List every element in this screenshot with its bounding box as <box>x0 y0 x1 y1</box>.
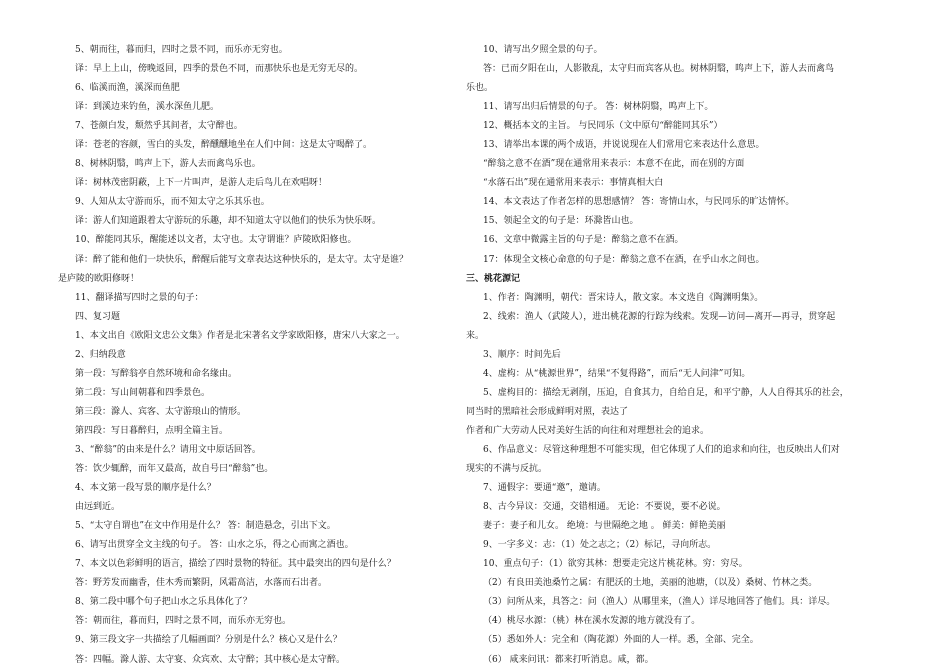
text-line: 答：四幅。滁人游、太守宴、众宾欢、太守醉；其中核心是太守醉。 <box>75 654 346 665</box>
text-line: 14、本文表达了作者怎样的思想感情？ 答：寄情山水，与民同乐的旷达情怀。 <box>483 197 795 208</box>
text-line: 12、概括本文的主旨。 与民同乐（文中原句“醉能同其乐”） <box>483 121 723 132</box>
text-line: 6、临溪而渔，溪深而鱼肥 <box>75 83 180 94</box>
text-line: 妻子：妻子和儿女。 绝境：与世隔绝之地 。 鲜美：鲜艳美丽 <box>483 521 726 532</box>
text-line: 译：苍老的容颜，雪白的头发，醉醺醺地坐在人们中间：这是太守喝醉了。 <box>75 140 373 151</box>
text-line: 第一段：写醉翁亭自然环境和命名缘由。 <box>75 368 238 379</box>
text-line: 译：游人们知道跟着太守游玩的乐趣，却不知道太守以他们的快乐为快乐呀。 <box>75 216 382 227</box>
text-line: 译：早上上山，傍晚返回，四季的景色不同，而那快乐也是无穷无尽的。 <box>75 64 364 75</box>
text-line: 6、作品意义：尽管这种理想不可能实现，但它体现了人们的追求和向往，也反映出人们对 <box>483 444 840 455</box>
section-heading: 三、桃花源记 <box>466 273 521 284</box>
right-column <box>466 41 923 670</box>
text-line: 11、翻译描写四时之景的句子： <box>75 292 204 303</box>
text-line: （6） 咸来问讯：都来打听消息。咸，都。 <box>483 654 654 665</box>
text-line: 答：饮少辄醉，而年又最高，故自号曰“醉翁”也。 <box>75 464 274 475</box>
text-line: 10、醉能同其乐，醒能述以文者，太守也。太守谓谁？庐陵欧阳修也。 <box>75 235 357 246</box>
text-line: 译：到溪边来钓鱼，溪水深鱼儿肥。 <box>75 102 220 113</box>
text-line: 第三段：滁人、宾客、太守游琅山的情形。 <box>75 406 247 417</box>
text-line: 4、虚构：从“桃源世界”，结果“不复得路”，而后“无人问津”可知。 <box>483 368 751 379</box>
text-line: 4、本文第一段写景的顺序是什么？ <box>75 483 216 494</box>
text-line: 1、作者：陶渊明，朝代：晋宋诗人，散文家。本文选自《陶渊明集》。 <box>483 292 764 303</box>
text-line: 8、第二段中哪个句子把山水之乐具体化了？ <box>75 597 252 608</box>
text-line: 8、树林阴翳，鸣声上下，游人去而禽鸟乐也。 <box>75 159 261 170</box>
text-line: 译：树林茂密阴蔽，上下一片叫声，是游人走后鸟儿在欢唱呀！ <box>75 178 328 189</box>
text-line: （5）悉如外人：完全和（陶花源）外面的人一样。悉，全部、完全。 <box>483 635 759 646</box>
text-line: 9、第三段文字一共描绘了几幅画面？分别是什么？核心又是什么？ <box>75 635 342 646</box>
text-line: 答：朝而往，暮而归，四时之景不同，而乐亦无穷也。 <box>75 616 292 627</box>
text-line: 3、“醉翁”的由来是什么？请用文中原话回答。 <box>75 444 261 455</box>
text-line: （2）有良田美池桑竹之属：有肥沃的土地，美丽的池塘，（以及）桑树、竹林之类。 <box>483 578 818 589</box>
text-line: 7、苍颜白发，颓然乎其间者，太守醉也。 <box>75 121 243 132</box>
text-line: 9、一字多义：志：（1）处之志之；（2）标记，寻向所志。 <box>483 540 717 551</box>
text-line: 1、本文出自《欧阳文忠公文集》作者是北宋著名文学家欧阳修，唐宋八大家之一。 <box>75 330 405 341</box>
text-line: 13、请举出本课的两个成语，并说说现在人们常用它来表达什么意思。 <box>483 140 765 151</box>
text-line: 7、本文以色彩鲜明的语言，描绘了四时景物的特征。其中最突出的四句是什么？ <box>75 559 396 570</box>
text-line: 10、请写出夕照全景的句子。 <box>483 45 603 55</box>
text-line: 第四段：写日暮醉归，点明全篇主旨。 <box>75 425 229 436</box>
text-line: 译：醉了能和他们一块快乐，醉醒后能写文章表达这种快乐的，是太守。太守是谁？ <box>75 254 409 265</box>
text-line: （4）桃尽水源：（桃）林在溪水发源的地方就没有了。 <box>483 616 701 627</box>
text-line: 11、请写出归后情景的句子。 答：树林阴翳，鸣声上下。 <box>483 102 714 113</box>
text-line: 6、请写出贯穿全文主线的句子。 答：山水之乐，得之心而寓之酒也。 <box>75 540 354 551</box>
text-line: 2、归纳段意 <box>75 349 126 360</box>
text-line: 2、线索：渔人（武陵人），进出桃花源的行踪为线索。发现—访问—离开—再寻，贯穿起 <box>483 311 836 322</box>
text-line: 10、重点句子：（1）欲穷其林：想要走完这片桃花林。穷：穷尽。 <box>483 559 748 570</box>
text-line: “水落石出”现在通常用来表示：事情真相大白 <box>483 178 664 189</box>
text-line: （3）问所从来，具答之：问（渔人）从哪里来，（渔人）详尽地回答了他们。具：详尽。 <box>483 597 836 608</box>
text-line: 作者和广大劳动人民对美好生活的向往和对理想社会的追求。 <box>466 425 710 436</box>
text-line: 是庐陵的欧阳修呀！ <box>58 273 140 284</box>
text-line: 答：已而夕阳在山，人影散乱，太守归而宾客从也。树林阴翳，鸣声上下，游人去而禽鸟 <box>483 64 835 75</box>
text-line: 现实的不满与反抗。 <box>466 464 548 475</box>
text-line: 答：野芳发而幽香，佳木秀而繁阴，风霜高洁，水落而石出者。 <box>75 578 328 589</box>
text-line: 16、文章中微露主旨的句子是：醉翁之意不在酒。 <box>483 235 684 246</box>
left-column <box>58 41 473 670</box>
text-line: 第二段：写山间朝暮和四季景色。 <box>75 387 211 398</box>
text-line: 3、顺序：时间先后 <box>483 349 561 360</box>
text-line: 同当时的黑暗社会形成鲜明对照，表达了 <box>466 406 629 417</box>
text-line: 5、虚构目的：描绘无剥削，压迫，自食其力，自给自足，和平宁静，人人自得其乐的社会， <box>483 387 849 398</box>
text-line: 7、通假字：要通“邀”，邀请。 <box>483 483 606 494</box>
text-line: 来。 <box>466 330 485 341</box>
text-line: 17：体现全文核心命意的句子是：醉翁之意不在酒，在乎山水之间也。 <box>483 254 765 265</box>
text-line: “醉翁之意不在酒”现在通常用来表示：本意不在此，而在别的方面 <box>483 159 745 170</box>
text-line: 5、“太守自谓也”在文中作用是什么？ 答：制造悬念，引出下文。 <box>75 521 336 532</box>
text-line: 四、复习题 <box>75 311 121 322</box>
text-line: 5、朝而往，暮而归，四时之景不同，而乐亦无穷也。 <box>75 45 288 55</box>
text-line: 9、人知从太守游而乐，而不知太守之乐其乐也。 <box>75 197 270 208</box>
text-line: 乐也。 <box>466 83 494 94</box>
text-line: 8、古今异议：交通，交错相通。 无论：不要说，要不必说。 <box>483 502 726 513</box>
text-line: 15、领起全文的句子是：环滁皆山也。 <box>483 216 639 227</box>
text-line: 由远到近。 <box>75 502 121 513</box>
